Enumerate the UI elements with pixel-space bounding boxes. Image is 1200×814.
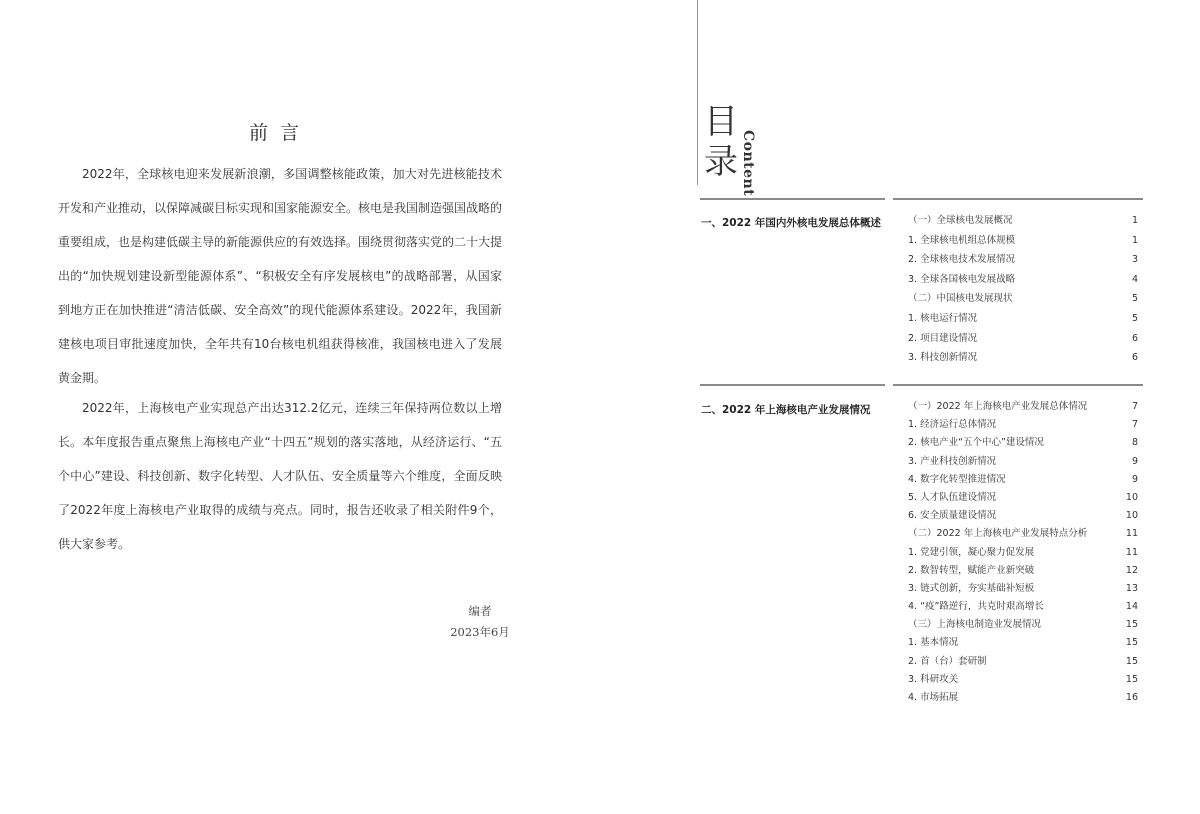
toc-item-page-number: 10	[1125, 510, 1138, 522]
toc-item-page-number: 13	[1125, 582, 1138, 594]
toc-item[interactable]	[908, 580, 1138, 598]
toc-item[interactable]	[908, 671, 1138, 689]
preface-paragraph-2: 2022年，上海核电产业实现总产出达312.2亿元，连续三年保持两位数以上增长。本年度报告重点聚焦上海核电产业“十四五”规划的落实落地，从经济运行、“五个中心”建设、科技创新、数字化转型、人才队伍、安全质量等六个维度，全面反映了2022年度上海核电产业取得的成绩与亮点。同时，报告还收录了相关附件9个，供大家参考。	[58, 401, 502, 551]
toc-item-page-number: 15	[1125, 619, 1138, 631]
toc-item[interactable]	[908, 489, 1138, 507]
toc-section-title[interactable]: 一、2022 年国内外核电发展总体概述	[701, 217, 881, 229]
toc-item-label: 3. 科技创新情况	[908, 352, 978, 364]
toc-item[interactable]	[908, 250, 1138, 270]
toc-item-label: 3. 科研攻关	[908, 673, 959, 685]
toc-item-page-number: 7	[1131, 401, 1138, 412]
toc-item-page-number: 7	[1131, 419, 1138, 431]
toc-item-label: （一）全球核电发展概况	[908, 215, 1013, 226]
toc-item-label: 1. 核电运行情况	[908, 312, 978, 324]
toc-rule-section-2-right	[893, 384, 1143, 386]
preface-paragraph-1: 2022年，全球核电迎来发展新浪潮，多国调整核能政策，加大对先进核能技术开发和产业推动，以保障减碳目标实现和国家能源安全。核电是我国制造强国战略的重要组成，也是构建低碳主导的新能源供应的有效选择。围绕贯彻落实党的二十大提出的“加快规划建设新型能源体系”、“积极安全有序发展核电”的战略部署，从国家到地方正在加快推进“清洁低碳、安全高效”的现代能源体系建设。2022年，我国新建核电项目审批速度加快，全年共有10台核电机组获得核准，我国核电进入了发展黄金期。	[58, 167, 503, 385]
toc-item[interactable]	[908, 525, 1138, 543]
toc-title-english: Content	[740, 130, 756, 197]
toc-item-label: 3. 产业科技创新情况	[908, 455, 997, 467]
toc-item-page-number: 16	[1125, 692, 1138, 703]
toc-item-page-number: 6	[1131, 352, 1138, 364]
toc-item[interactable]	[908, 598, 1138, 616]
toc-item-label: （一）2022 年上海核电产业发展总体情况	[908, 401, 1088, 412]
toc-item-page-number: 9	[1131, 455, 1138, 467]
toc-item-label: （二）中国核电发展现状	[908, 293, 1013, 305]
toc-item[interactable]	[908, 507, 1138, 525]
toc-vertical-divider	[697, 0, 698, 185]
toc-item-page-number: 15	[1125, 673, 1138, 685]
toc-item[interactable]	[908, 416, 1138, 434]
toc-item-label: 2. 项目建设情况	[908, 332, 978, 344]
toc-item[interactable]	[908, 434, 1138, 452]
toc-item-label: 4. 市场拓展	[908, 692, 959, 703]
toc-rule-section-1-right	[893, 198, 1143, 200]
toc-item-page-number: 8	[1131, 437, 1138, 449]
toc-item-label: 1. 经济运行总体情况	[908, 419, 997, 431]
toc-item-page-number: 6	[1131, 332, 1138, 344]
toc-item[interactable]	[908, 453, 1138, 471]
toc-item[interactable]	[908, 231, 1138, 251]
toc-item-page-number: 1	[1131, 234, 1138, 246]
toc-item[interactable]	[908, 309, 1138, 329]
toc-item-page-number: 5	[1131, 293, 1138, 305]
toc-section-1-list	[908, 211, 1138, 368]
toc-item[interactable]	[908, 270, 1138, 290]
toc-item-page-number: 11	[1125, 546, 1138, 558]
toc-section-title[interactable]: 二、2022 年上海核电产业发展情况	[701, 404, 871, 416]
toc-item-page-number: 1	[1131, 215, 1138, 226]
toc-item-label: 1. 党建引领，凝心聚力促发展	[908, 546, 1035, 558]
toc-rule-section-1-left	[700, 198, 885, 200]
toc-item-label: 4. “疫”路逆行，共克时艰高增长	[908, 601, 1044, 613]
toc-item-label: 3. 链式创新，夯实基础补短板	[908, 582, 1035, 594]
toc-item[interactable]	[908, 471, 1138, 489]
toc-item-label: 4. 数字化转型推进情况	[908, 473, 1006, 485]
toc-item-page-number: 3	[1131, 254, 1138, 266]
toc-item[interactable]	[908, 348, 1138, 368]
toc-item-page-number: 15	[1125, 637, 1138, 649]
toc-item-label: 1. 基本情况	[908, 637, 959, 649]
toc-item[interactable]	[908, 634, 1138, 652]
toc-item-page-number: 12	[1125, 564, 1138, 576]
toc-item-label: 5. 人才队伍建设情况	[908, 491, 997, 503]
toc-section-2-list	[908, 398, 1138, 707]
toc-item[interactable]	[908, 329, 1138, 349]
toc-item-label: （二）2022 年上海核电产业发展特点分析	[908, 528, 1088, 540]
toc-item[interactable]	[908, 398, 1138, 416]
toc-item[interactable]	[908, 211, 1138, 231]
preface-page	[0, 0, 560, 814]
toc-item-page-number: 5	[1131, 312, 1138, 324]
toc-item[interactable]	[908, 544, 1138, 562]
toc-item-label: 2. 全球核电技术发展情况	[908, 254, 1016, 266]
toc-item[interactable]	[908, 289, 1138, 309]
toc-item-label: 2. 首（台）套研制	[908, 655, 987, 667]
toc-item[interactable]	[908, 689, 1138, 707]
toc-item-page-number: 11	[1125, 528, 1138, 540]
preface-signature: 编者	[468, 604, 492, 618]
toc-item-label: （三）上海核电制造业发展情况	[908, 619, 1042, 631]
toc-item-page-number: 14	[1125, 601, 1138, 613]
toc-item-label: 2. 数智转型，赋能产业新突破	[908, 564, 1035, 576]
toc-item[interactable]	[908, 616, 1138, 634]
toc-rule-section-2-left	[700, 384, 885, 386]
toc-item-label: 2. 核电产业“五个中心”建设情况	[908, 437, 1044, 449]
toc-item-page-number: 15	[1125, 655, 1138, 667]
toc-item-label: 3. 全球各国核电发展战略	[908, 273, 1016, 285]
toc-item-label: 6. 安全质量建设情况	[908, 510, 997, 522]
toc-title: 目录	[704, 102, 738, 182]
toc-item[interactable]	[908, 653, 1138, 671]
toc-item-page-number: 9	[1131, 473, 1138, 485]
preface-date: 2023年6月	[450, 625, 510, 639]
toc-item-page-number: 4	[1131, 273, 1138, 285]
toc-item[interactable]	[908, 562, 1138, 580]
toc-item-page-number: 10	[1125, 491, 1138, 503]
toc-item-label: 1. 全球核电机组总体规模	[908, 234, 1016, 246]
preface-title: 前言	[248, 122, 311, 144]
